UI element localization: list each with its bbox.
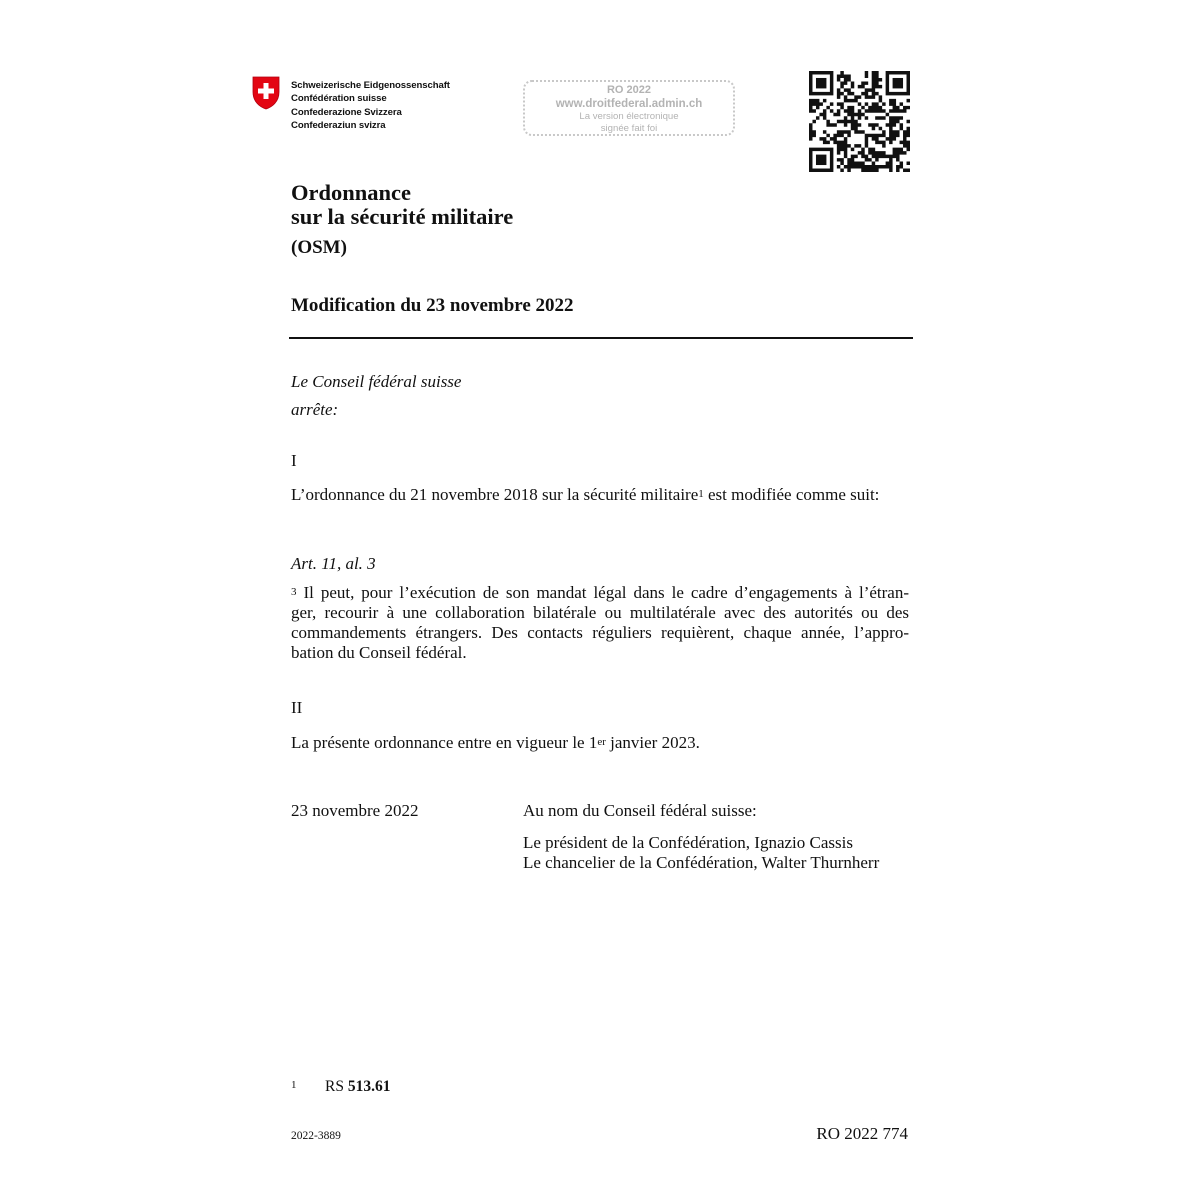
footnote-prefix: RS [325,1078,348,1095]
footnote-number: 1 [291,1079,297,1091]
title-line-2: sur la sécurité militaire [291,204,514,229]
ordinal-suffix: er [597,736,606,748]
signature-date: 23 novembre 2022 [291,801,419,820]
document-number: 2022-3889 [291,1130,341,1142]
preamble-line-2: arrête: [291,400,339,419]
confederation-name-de: Schweizerische Eidgenossenschaft [291,80,450,91]
chancellor-signatory: Le chancelier de la Confédération, Walter Thurnherr [523,853,880,872]
article-reference: Art. 11, al. 3 [291,554,376,573]
preamble [291,368,461,424]
confederation-name-it: Confederazione Svizzera [291,106,402,118]
preamble-line-1: Le Conseil fédéral suisse [291,372,462,391]
confederation-name-rm: Confederaziun svizra [291,120,386,132]
paragraph-line-1: $^3$ Il peut, pour l’exécution de son mandat légal dans le cadre d’engagements à l’étran- [291,583,909,602]
confederation-name-fr: Confédération suisse [291,93,387,105]
qr-finder-pattern [809,148,833,172]
footnote [291,1077,390,1097]
page-title [291,181,513,229]
paragraph-line-4: bation du Conseil fédéral. [291,643,467,662]
footnote-reference[interactable]: 513.61 [347,1078,391,1095]
paragraph-line-2: ger, recourir à une collaboration bilatérale ou multilatérale avec des autorités ou des [291,603,909,622]
stamp-note-line2: signée fait foi [600,122,658,134]
paragraph-line-3: commandements étrangers. Des contacts réguliers requièrent, chaque année, l’appro- [291,623,909,642]
title-divider [289,337,913,339]
modification-date: Modification du 23 novembre 2022 [291,295,574,316]
section-1-numeral: I [291,451,297,470]
on-behalf-line: Au nom du Conseil fédéral suisse: [523,801,757,820]
confederation-names [291,79,450,133]
intro-text-start: L’ordonnance du 21 novembre 2018 sur la sécurité militaire [291,485,699,504]
section-2-numeral: II [291,698,303,717]
title-abbreviation: (OSM) [291,237,347,258]
electronic-version-stamp [523,80,735,136]
qr-code-icon [809,71,910,172]
title-line-1: Ordonnance [291,180,412,205]
president-signatory: Le président de la Confédération, Ignazio Cassis [523,833,853,852]
stamp-note-line1: La version électronique [579,111,679,122]
entry-into-force: La présente ordonnance entre en vigueur le 1er janvier 2023. [291,733,700,752]
paragraph-number: 3 [291,586,297,598]
footnote-ref-1[interactable]: 1 [698,488,704,500]
qr-finder-pattern [809,71,833,95]
stamp-ro-year: RO 2022 [606,84,652,96]
qr-finder-pattern [886,71,910,95]
intro-text-end: est modifiée comme suit: [703,485,880,504]
ro-reference: RO 2022 774 [816,1124,908,1143]
stamp-website[interactable]: www.droitfederal.admin.ch [555,98,703,110]
article-paragraph [291,583,909,663]
section-1-intro [291,485,909,505]
swiss-coat-of-arms-icon [252,76,280,110]
signature-block [523,801,879,873]
